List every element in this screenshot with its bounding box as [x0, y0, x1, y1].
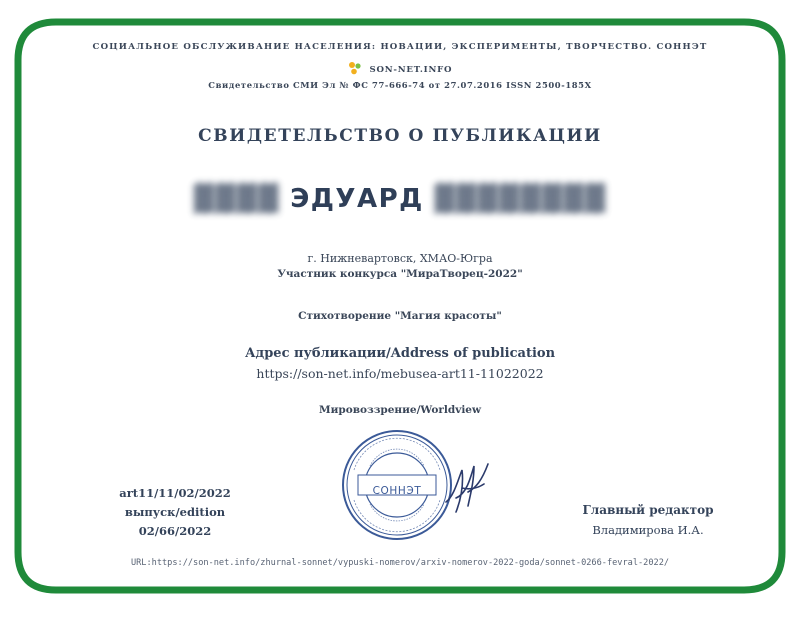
- name-obscured-part: ▓▓▓▓: [193, 184, 280, 214]
- edition-label: выпуск/edition: [124, 505, 226, 519]
- address-url[interactable]: https://son-net.info/mebusea-art11-11022022: [256, 366, 544, 381]
- name-obscured-part: ▓▓▓▓▓▓▓▓: [434, 184, 607, 214]
- name-visible-part: ЭДУАРД: [290, 184, 424, 214]
- address-label: Адрес публикации/Address of publication: [244, 346, 556, 361]
- edition-code: art11/11/02/2022: [119, 486, 231, 500]
- signature: [440, 458, 500, 522]
- edition-number: 02/66/2022: [138, 524, 212, 538]
- editor-name: Владимирова И.А.: [592, 523, 704, 537]
- site-row: [0, 61, 800, 78]
- editor-info: [568, 500, 728, 540]
- section-name: Мировоззрение/Worldview: [318, 404, 482, 416]
- participant-city: г. Нижневартовск, ХМАО-Югра: [307, 252, 493, 265]
- registration-info: Свидетельство СМИ Эл № ФС 77-666-74 от 27.07.2016 ISSN 2500-185X: [208, 80, 592, 90]
- site-name: SON-NET.INFO: [369, 65, 453, 75]
- contest-info: Участник конкурса "МираТворец-2022": [277, 268, 523, 280]
- footer-url[interactable]: URL:https://son-net.info/zhurnal-sonnet/vypuski-nomerov/arxiv-nomerov-2022-goda/sonnet-0266-fevral-2022/: [130, 558, 670, 568]
- stamp-label: СОННЭТ: [372, 485, 422, 497]
- participant-name: [0, 184, 800, 214]
- certificate-title: СВИДЕТЕЛЬСТВО О ПУБЛИКАЦИИ: [198, 126, 602, 146]
- edition-info: [100, 484, 250, 541]
- editor-role: Главный редактор: [582, 503, 714, 517]
- sonnet-logo-icon: [348, 61, 362, 78]
- work-title: Стихотворение "Магия красоты": [298, 310, 502, 322]
- org-name: СОЦИАЛЬНОЕ ОБСЛУЖИВАНИЕ НАСЕЛЕНИЯ: НОВАЦИИ, ЭКСПЕРИМЕНТЫ, ТВОРЧЕСТВО. СОННЭТ: [92, 42, 708, 52]
